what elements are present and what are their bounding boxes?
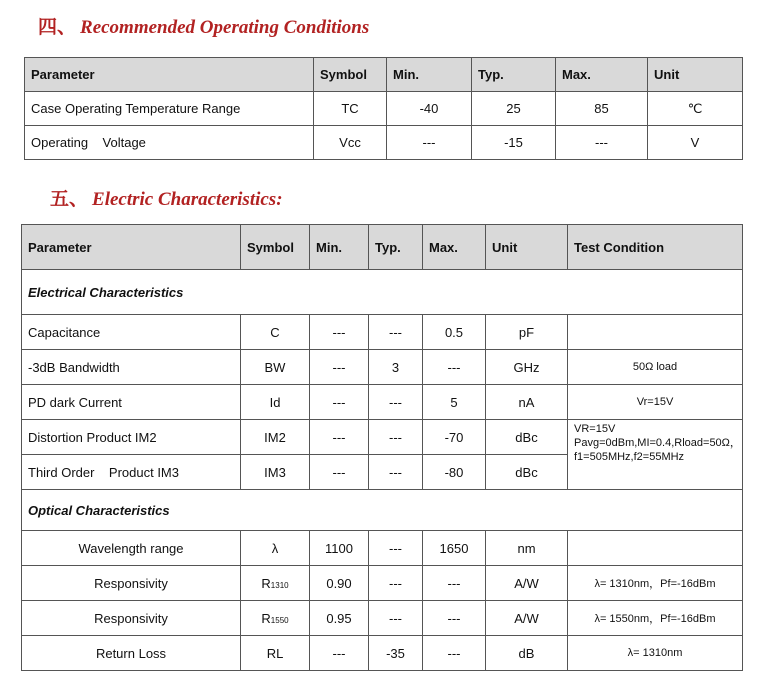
header-typ: Typ. [369,225,423,270]
cell-min: --- [310,455,369,490]
cell-test-condition [568,315,743,350]
cell-unit: GHz [486,350,568,385]
cell-test-condition: λ= 1310nm [568,636,743,671]
optical-section-label: Optical Characteristics [22,490,743,531]
header-symbol: Symbol [241,225,310,270]
cell-typ: --- [369,566,423,601]
cell-parameter: Case Operating Temperature Range [25,92,314,126]
cell-unit: A/W [486,601,568,636]
cell-min: --- [310,636,369,671]
cell-max: --- [423,601,486,636]
cell-max: 5 [423,385,486,420]
table-row [22,566,743,601]
symbol-main: R [261,575,271,591]
distortion-condition-line-2: Pavg=0dBm,MI=0.4,Rload=50Ω，f1=505MHz,f2=55MHz [574,437,741,463]
header-parameter: Parameter [22,225,241,270]
cell-distortion-test-condition [568,420,743,490]
cell-max: -80 [423,455,486,490]
cell-symbol [241,601,310,636]
table-row [22,315,743,350]
electric-characteristics-table [21,224,743,671]
cell-min: 0.90 [310,566,369,601]
header-max: Max. [556,58,648,92]
cell-parameter: Distortion Product IM2 [22,420,241,455]
section-number: 五、 [50,189,89,210]
cell-test-condition: λ= 1550nm，Pf=-16dBm [568,601,743,636]
cell-typ: 25 [472,92,556,126]
cell-typ: --- [369,315,423,350]
section-heading-electric-characteristics [50,184,283,211]
cell-test-condition [568,531,743,566]
section-row-electrical [22,270,743,315]
symbol-subscript: 1550 [270,615,289,625]
cell-min: 1100 [310,531,369,566]
cell-parameter: Responsivity [22,601,241,636]
cell-unit: dBc [486,455,568,490]
cell-symbol [241,566,310,601]
cell-typ: --- [369,601,423,636]
cell-max: --- [423,566,486,601]
cell-symbol: IM2 [241,420,310,455]
table-row [22,385,743,420]
header-min: Min. [387,58,472,92]
electrical-section-label: Electrical Characteristics [22,270,743,315]
cell-unit: V [648,126,743,160]
header-typ: Typ. [472,58,556,92]
cell-max: --- [423,350,486,385]
cell-max: --- [423,636,486,671]
cell-max: 85 [556,92,648,126]
cell-unit: A/W [486,566,568,601]
cell-symbol: Vcc [314,126,387,160]
cell-typ: --- [369,455,423,490]
table-row [22,636,743,671]
cell-parameter: Wavelength range [22,531,241,566]
cell-unit: dB [486,636,568,671]
cell-min: --- [310,385,369,420]
header-unit: Unit [486,225,568,270]
cell-symbol: Id [241,385,310,420]
cell-symbol: λ [241,531,310,566]
section-number: 四、 [38,17,77,38]
cell-min: -40 [387,92,472,126]
cell-parameter: Responsivity [22,566,241,601]
header-max: Max. [423,225,486,270]
header-parameter: Parameter [25,58,314,92]
cell-symbol: BW [241,350,310,385]
cell-typ: -15 [472,126,556,160]
section-title: Recommended Operating Conditions [80,17,370,38]
cell-min: --- [387,126,472,160]
symbol-main: R [261,610,271,626]
header-unit: Unit [648,58,743,92]
header-test-condition: Test Condition [568,225,743,270]
table-row [22,531,743,566]
cell-max: --- [556,126,648,160]
cell-unit: nm [486,531,568,566]
table-row [25,126,743,160]
cell-min: 0.95 [310,601,369,636]
cell-min: --- [310,420,369,455]
table-row [25,92,743,126]
cell-parameter: PD dark Current [22,385,241,420]
cell-parameter: Return Loss [22,636,241,671]
operating-conditions-table [24,57,743,160]
cell-typ: -35 [369,636,423,671]
table-row [22,420,743,455]
cell-symbol: RL [241,636,310,671]
cell-typ: --- [369,420,423,455]
symbol-subscript: 1310 [270,580,289,590]
distortion-condition-line-1: VR=15V [574,423,616,435]
cell-max: 1650 [423,531,486,566]
cell-parameter: Capacitance [22,315,241,350]
cell-symbol: IM3 [241,455,310,490]
cell-unit: nA [486,385,568,420]
cell-parameter: Operating Voltage [25,126,314,160]
cell-min: --- [310,315,369,350]
section-row-optical [22,490,743,531]
cell-parameter: -3dB Bandwidth [22,350,241,385]
cell-symbol: TC [314,92,387,126]
cell-test-condition: 50Ω load [568,350,743,385]
header-min: Min. [310,225,369,270]
section-heading-operating-conditions [38,12,369,39]
cell-max: 0.5 [423,315,486,350]
cell-typ: 3 [369,350,423,385]
cell-unit: pF [486,315,568,350]
cell-max: -70 [423,420,486,455]
cell-typ: --- [369,385,423,420]
cell-test-condition: Vr=15V [568,385,743,420]
cell-unit: ℃ [648,92,743,126]
table-row [22,350,743,385]
cell-typ: --- [369,531,423,566]
table-row [22,601,743,636]
section-title: Electric Characteristics: [92,189,283,210]
cell-parameter: Third Order Product IM3 [22,455,241,490]
cell-test-condition: λ= 1310nm，Pf=-16dBm [568,566,743,601]
cell-symbol: C [241,315,310,350]
table-header-row [25,58,743,92]
cell-min: --- [310,350,369,385]
header-symbol: Symbol [314,58,387,92]
table-header-row [22,225,743,270]
cell-unit: dBc [486,420,568,455]
